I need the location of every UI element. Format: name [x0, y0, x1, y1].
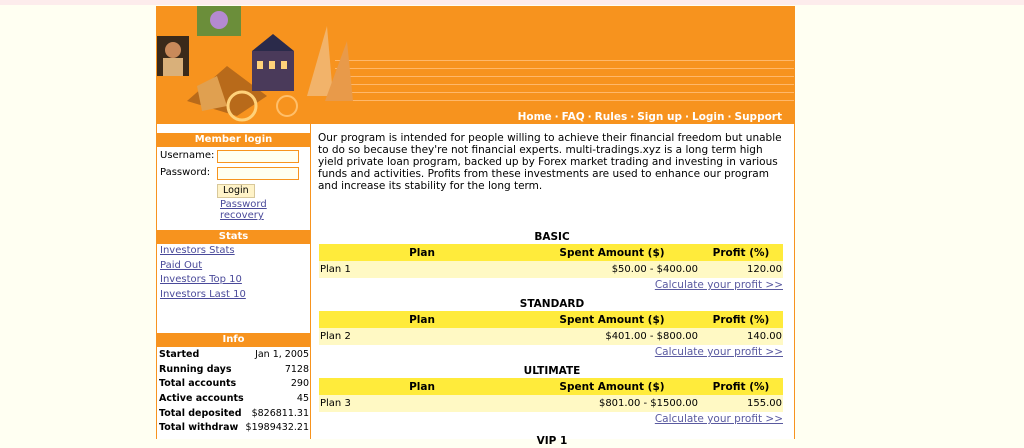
- top-navigation: Home · FAQ · Rules · Sign up · Login · Support: [517, 111, 782, 123]
- plan-title-basic: BASIC: [534, 231, 570, 243]
- plan-table-basic: [319, 244, 783, 278]
- table-row: Plan 3 $801.00 - $1500.00 155.00: [319, 395, 783, 412]
- info-row: Total deposited $826811.31: [159, 407, 309, 419]
- calculate-profit-link[interactable]: Calculate your profit >>: [654, 279, 783, 291]
- top-strip: [0, 0, 1024, 5]
- nav-signup-link[interactable]: Sign up: [637, 111, 683, 123]
- intro-text: Our program is intended for people willing to achieve their financial freedom but unable to do so because they're not financial experts. multi-tradings.xyz is a long term high yield private loan program, backed up by Forex market trading and investing in various funds and activities. Profits from these investments are used to enhance our program and increase its stability for the long term.: [318, 132, 782, 192]
- info-title: Info: [157, 333, 310, 347]
- member-login-title: Member login: [157, 133, 310, 147]
- investors-last10-link[interactable]: Investors Last 10: [160, 288, 246, 300]
- info-box: [157, 333, 310, 435]
- password-recovery-link[interactable]: Password recovery: [220, 199, 267, 221]
- left-sidebar: [157, 124, 311, 439]
- nav-login-link[interactable]: Login: [692, 111, 725, 123]
- amount-header: Spent Amount ($): [525, 244, 699, 261]
- member-login-box: [157, 133, 310, 223]
- username-input[interactable]: [217, 150, 299, 163]
- profit-header: Profit (%): [699, 244, 783, 261]
- main-content: [318, 132, 786, 448]
- calculate-profit-link[interactable]: Calculate your profit >>: [654, 346, 783, 358]
- page-container: [156, 6, 795, 447]
- plan-header: Plan: [319, 378, 525, 395]
- investors-stats-link[interactable]: Investors Stats: [160, 245, 235, 256]
- username-label: Username:: [160, 150, 215, 161]
- plan-table-ultimate: [319, 378, 783, 412]
- profit-header: Profit (%): [699, 311, 783, 328]
- calculate-profit-link[interactable]: Calculate your profit >>: [654, 413, 783, 425]
- info-table: [159, 347, 309, 435]
- plan-header: Plan: [319, 244, 525, 261]
- profit-header: Profit (%): [699, 378, 783, 395]
- amount-header: Spent Amount ($): [525, 378, 699, 395]
- plan-title-ultimate: ULTIMATE: [523, 365, 581, 377]
- table-row: Plan 2 $401.00 - $800.00 140.00: [319, 328, 783, 345]
- investors-top10-link[interactable]: Investors Top 10: [160, 274, 242, 285]
- nav-rules-link[interactable]: Rules: [594, 111, 628, 123]
- password-label: Password:: [160, 167, 211, 178]
- login-button[interactable]: Login: [217, 184, 255, 198]
- table-row: Plan 1 $50.00 - $400.00 120.00: [319, 261, 783, 278]
- plan-header: Plan: [319, 311, 525, 328]
- banner-collage-image: [157, 6, 357, 124]
- header-banner: [157, 6, 794, 124]
- info-row: Active accounts 45: [159, 392, 309, 404]
- password-input[interactable]: [217, 167, 299, 180]
- plan-table-standard: [319, 311, 783, 345]
- info-row: Running days 7128: [159, 363, 309, 375]
- nav-faq-link[interactable]: FAQ: [561, 111, 585, 123]
- nav-home-link[interactable]: Home: [517, 111, 552, 123]
- info-row: Started Jan 1, 2005: [159, 348, 309, 360]
- plan-title-vip1: VIP 1: [536, 435, 568, 447]
- stats-box: [157, 230, 310, 302]
- plan-title-standard: STANDARD: [519, 298, 585, 310]
- info-row: Total withdraw $1989432.21: [159, 422, 309, 434]
- paid-out-link[interactable]: Paid Out: [160, 259, 203, 271]
- amount-header: Spent Amount ($): [525, 311, 699, 328]
- info-row: Total accounts 290: [159, 378, 309, 390]
- nav-support-link[interactable]: Support: [734, 111, 782, 123]
- stats-title: Stats: [157, 230, 310, 244]
